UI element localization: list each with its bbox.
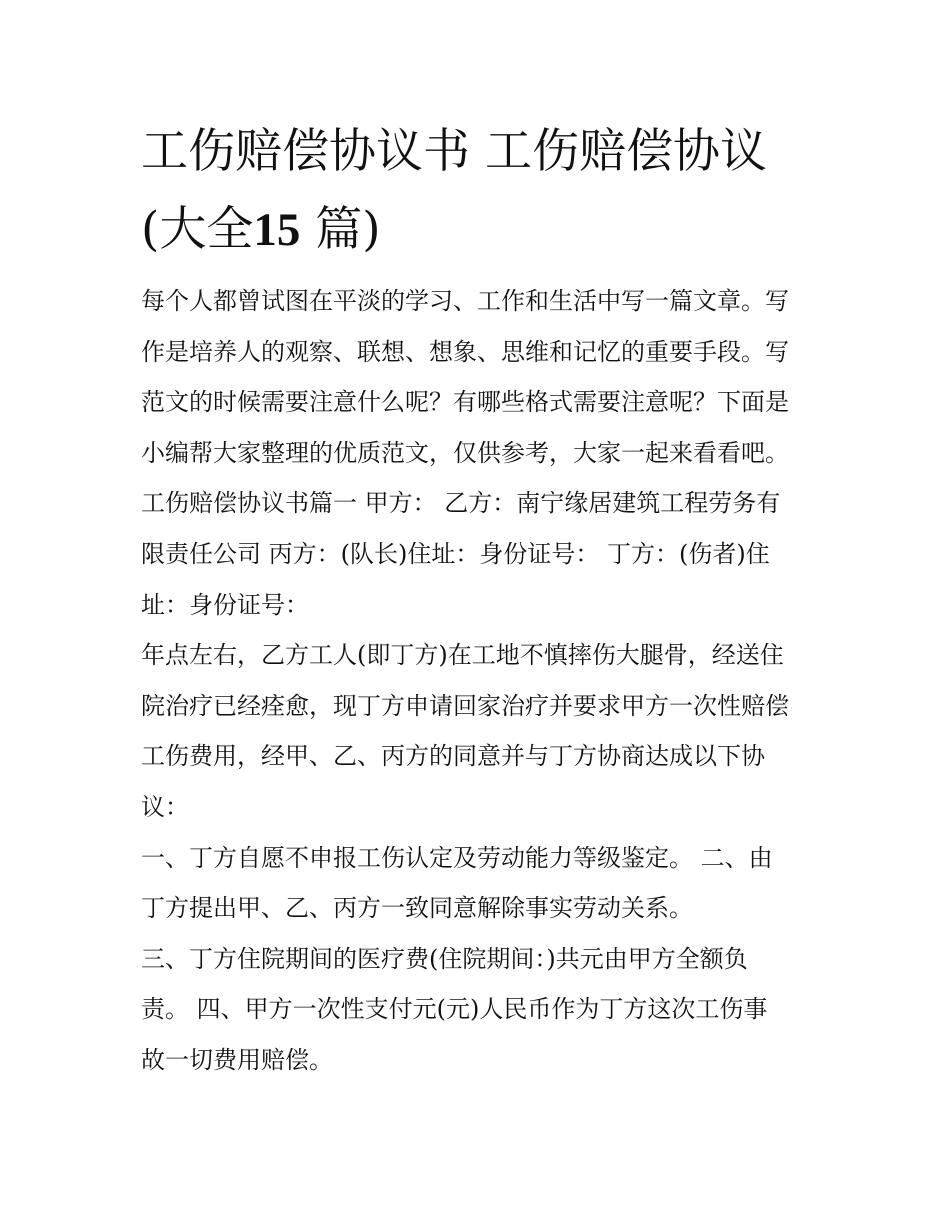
- body-line: 议：: [141, 792, 189, 821]
- body-line: 限责任公司 丙方：(队长)住址：身份证号： 丁方：(伤者)住: [141, 539, 770, 568]
- body-line: 作是培养人的观察、联想、想象、思维和记忆的重要手段。写: [141, 337, 789, 366]
- body-line: 工伤费用，经甲、乙、丙方的同意并与丁方协商达成以下协: [141, 742, 765, 771]
- body-line: 址：身份证号：: [141, 590, 309, 619]
- body-line: 小编帮大家整理的优质范文，仅供参考，大家一起来看看吧。: [141, 438, 789, 467]
- body-line: 每个人都曾试图在平淡的学习、工作和生活中写一篇文章。写: [141, 287, 789, 315]
- document-body: [141, 276, 821, 1086]
- body-line: 责。 四、甲方一次性支付元(元)人民币作为丁方这次工伤事: [141, 995, 768, 1024]
- title-line-1: 工伤赔偿协议书 工伤赔偿协议: [141, 124, 767, 179]
- body-line: 一、丁方自愿不申报工伤认定及劳动能力等级鉴定。 二、由: [141, 843, 773, 872]
- body-line: 故一切费用赔偿。: [141, 1045, 333, 1074]
- body-line: 年点左右，乙方工人(即丁方)在工地不慎摔伤大腿骨，经送住: [141, 641, 784, 670]
- document-title: [141, 113, 821, 269]
- title-line-2-prefix: (大全: [141, 202, 254, 257]
- title-line-2-suffix: 篇): [315, 202, 381, 257]
- body-line: 范文的时候需要注意什么呢？有哪些格式需要注意呢？下面是: [141, 388, 789, 417]
- body-line: 三、丁方住院期间的医疗费(住院期间：)共元由甲方全额负: [141, 944, 748, 973]
- body-line: 丁方提出甲、乙、丙方一致同意解除事实劳动关系。: [141, 894, 693, 923]
- body-line: 工伤赔偿协议书篇一 甲方： 乙方：南宁缘居建筑工程劳务有: [141, 489, 781, 518]
- title-line-2: [141, 191, 821, 269]
- body-line: 院治疗已经痊愈，现丁方申请回家治疗并要求甲方一次性赔偿: [141, 691, 789, 720]
- title-line-2-number: 15: [253, 204, 301, 256]
